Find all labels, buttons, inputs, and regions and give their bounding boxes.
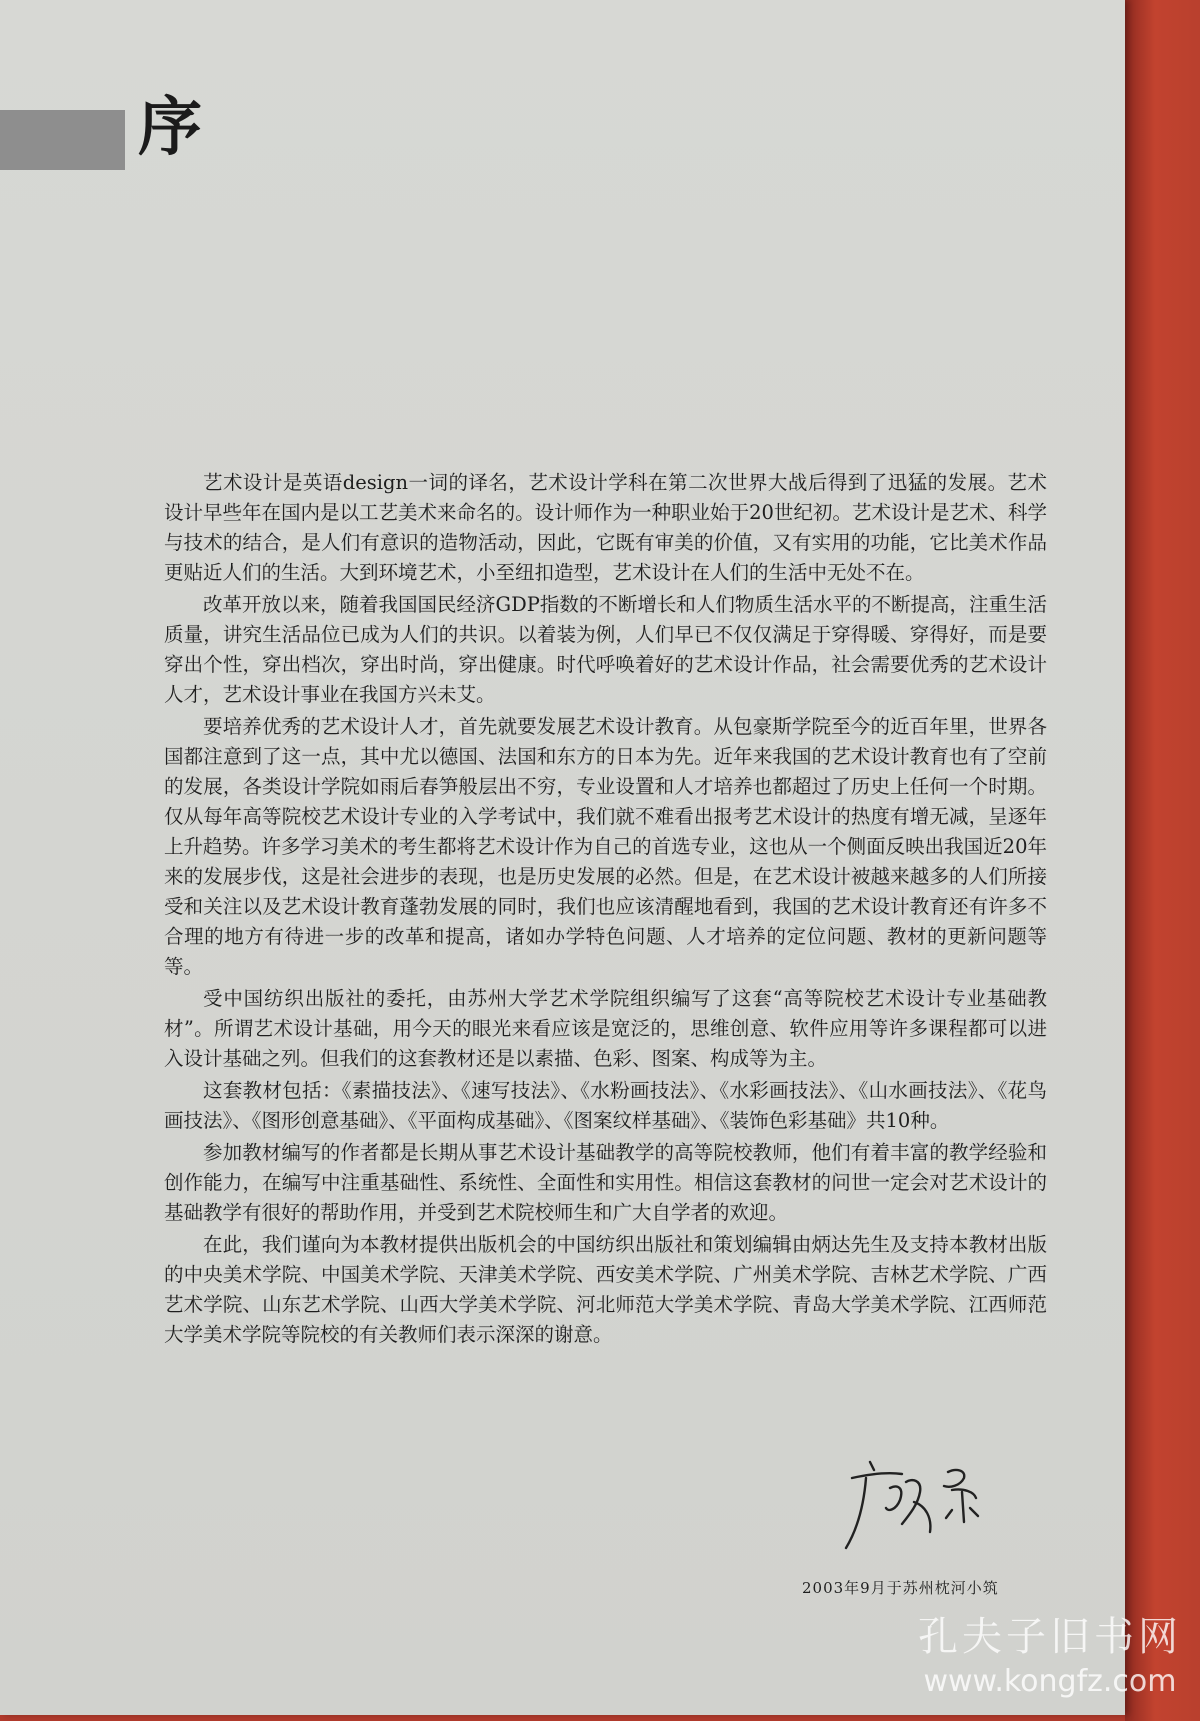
watermark (905, 1605, 1195, 1699)
page-title: 序 (138, 90, 202, 165)
signature-image (840, 1448, 1000, 1558)
watermark-name: 孔夫子旧书网 (918, 1614, 1182, 1660)
title-accent-bar (0, 110, 125, 170)
paragraph-7: 在此，我们谨向为本教材提供出版机会的中国纺织出版社和策划编辑由炳达先生及支持本教材出版的中央美术学院、中国美术学院、天津美术学院、西安美术学院、广州美术学院、吉林艺术学院、广西艺术学院、山东艺术学院、山西大学美术学院、河北师范大学美术学院、青岛大学美术学院、江西师范大学美术学院等院校的有关教师们表示深深的谢意。 (164, 1233, 1047, 1346)
paragraph-4: 受中国纺织出版社的委托，由苏州大学艺术学院组织编写了这套“高等院校艺术设计专业基础教材”。所谓艺术设计基础，用今天的眼光来看应该是宽泛的，思维创意、软件应用等许多课程都可以进入设计基础之列。但我们的这套教材还是以素描、色彩、图案、构成等为主。 (164, 987, 1047, 1070)
dateline: 2003年9月于苏州枕河小筑 (802, 1579, 999, 1597)
paragraph-3: 要培养优秀的艺术设计人才，首先就要发展艺术设计教育。从包豪斯学院至今的近百年里，世界各国都注意到了这一点，其中尤以德国、法国和东方的日本为先。近年来我国的艺术设计教育也有了空前的发展，各类设计学院如雨后春笋般层出不穷，专业设置和人才培养也都超过了历史上任何一个时期。仅从每年高等院校艺术设计专业的入学考试中，我们就不难看出报考艺术设计的热度有增无减，呈逐年上升趋势。许多学习美术的考生都将艺术设计作为自己的首选专业，这也从一个侧面反映出我国近20年来的发展步伐，这是社会进步的表现，也是历史发展的必然。但是，在艺术设计被越来越多的人们所接受和关注以及艺术设计教育蓬勃发展的同时，我们也应该清醒地看到，我国的艺术设计教育还有许多不合理的地方有待进一步的改革和提高，诸如办学特色问题、人才培养的定位问题、教材的更新问题等等。 (164, 715, 1047, 978)
paragraph-5: 这套教材包括：《素描技法》、《速写技法》、《水粉画技法》、《水彩画技法》、《山水画技法》、《花鸟画技法》、《图形创意基础》、《平面构成基础》、《图案纹样基础》、《装饰色彩基础》共10种。 (164, 1079, 1047, 1132)
watermark-url: www.kongfz.com (923, 1664, 1177, 1699)
paragraph-1: 艺术设计是英语design一词的译名，艺术设计学科在第二次世界大战后得到了迅猛的发展。艺术设计早些年在国内是以工艺美术来命名的。设计师作为一种职业始于20世纪初。艺术设计是艺术、科学与技术的结合，是人们有意识的造物活动，因此，它既有审美的价值，又有实用的功能，它比美术作品更贴近人们的生活。大到环境艺术，小至纽扣造型，艺术设计在人们的生活中无处不在。 (164, 471, 1047, 584)
paragraph-2: 改革开放以来，随着我国国民经济GDP指数的不断增长和人们物质生活水平的不断提高，注重生活质量，讲究生活品位已成为人们的共识。以着装为例，人们早已不仅仅满足于穿得暖、穿得好，而是要穿出个性，穿出档次，穿出时尚，穿出健康。时代呼唤着好的艺术设计作品，社会需要优秀的艺术设计人才，艺术设计事业在我国方兴未艾。 (164, 593, 1047, 706)
preface-body (164, 468, 1047, 1352)
background-edge (1125, 0, 1200, 1721)
paragraph-6: 参加教材编写的作者都是长期从事艺术设计基础教学的高等院校教师，他们有着丰富的教学经验和创作能力，在编写中注重基础性、系统性、全面性和实用性。相信这套教材的问世一定会对艺术设计的基础教学有很好的帮助作用，并受到艺术院校师生和广大自学者的欢迎。 (164, 1141, 1047, 1224)
